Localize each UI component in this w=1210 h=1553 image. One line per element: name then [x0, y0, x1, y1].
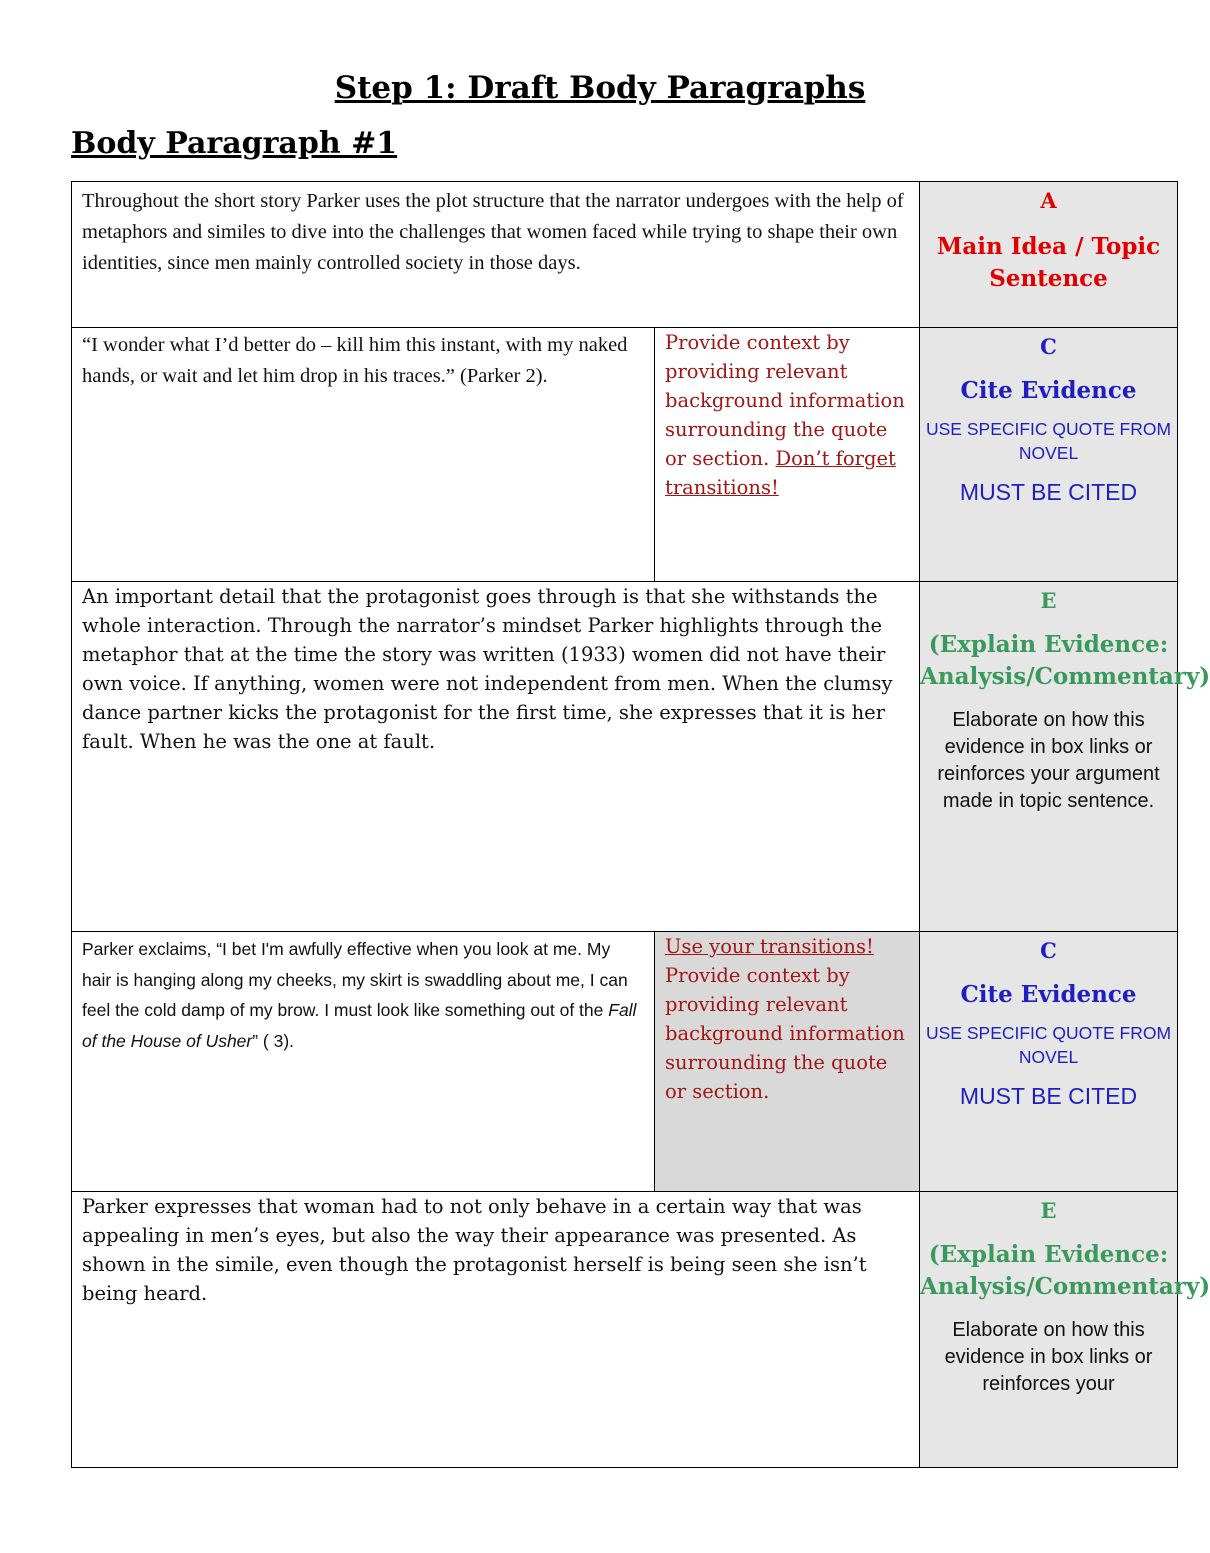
- topic-sentence-cell[interactable]: [72, 182, 920, 328]
- context-transition-1: Don’t forget transitions!: [665, 447, 896, 499]
- label-main-idea: [920, 182, 1178, 328]
- label-must-cite-1: MUST BE CITED: [959, 479, 1138, 505]
- context-cell-2: [655, 932, 920, 1192]
- label-heading-explain-1: (Explain Evidence: Analysis/Commentary): [920, 631, 1210, 690]
- evidence-quote-cell-2[interactable]: [72, 932, 655, 1192]
- label-cite-evidence-1: [920, 328, 1178, 582]
- label-must-cite-2: MUST BE CITED: [959, 1083, 1138, 1109]
- explain-row-2: [72, 1192, 1178, 1468]
- label-letter-e-1: E: [1040, 588, 1057, 613]
- context-cell-1: [655, 328, 920, 582]
- context-intro-1: Provide context by providing relevant background information surrounding the quote or section.: [665, 331, 905, 470]
- evidence-quote-cell-1[interactable]: [72, 328, 655, 582]
- label-letter-c-2: C: [1040, 938, 1057, 963]
- evidence-quote-text-1: “I wonder what I’d better do – kill him this instant, with my naked hands, or wait and let him drop in his traces.” (Parker 2).: [82, 334, 628, 387]
- explain-text-2: Parker expresses that woman had to not only behave in a certain way that was appealing in men’s eyes, but also the way their appearance was presented. As shown in the simile, even though the protagonist herself is being seen she isn’t being heard.: [82, 1195, 867, 1305]
- label-heading-cite-2: Cite Evidence: [960, 981, 1137, 1008]
- label-heading-cite-1: Cite Evidence: [960, 377, 1137, 404]
- label-letter-a: A: [1040, 188, 1057, 213]
- context-transition-2: Use your transitions!: [665, 935, 874, 958]
- topic-sentence-text: Throughout the short story Parker uses the plot structure that the narrator undergoes with the help of metaphors and similes to dive into the challenges that women faced while trying to shape their own identities, since men mainly controlled society in those days.: [82, 190, 904, 274]
- label-elaborate-2: Elaborate on how this evidence in box links or reinforces your: [944, 1319, 1153, 1395]
- topic-sentence-row: [72, 182, 1178, 328]
- evidence-row-2: [72, 932, 1178, 1192]
- label-heading-main-idea: Main Idea / Topic Sentence: [936, 233, 1161, 292]
- evidence-quote-text-2: Parker exclaims, “I bet I'm awfully effective when you look at me. My hair is hanging along my cheeks, my skirt is swaddling about me, I can feel the cold damp of my brow. I must look like something out of the Fall of the House of Usher” ( 3).: [82, 939, 637, 1051]
- label-elaborate-1: Elaborate on how this evidence in box links or reinforces your argument made in topic sentence.: [937, 709, 1160, 812]
- section-title: Body Paragraph #1: [71, 126, 398, 161]
- label-explain-2: [920, 1192, 1210, 1468]
- context-text-1: [655, 328, 919, 502]
- paragraph-organizer-table: [71, 181, 1210, 1468]
- explain-text-1: An important detail that the protagonist goes through is that she withstands the whole interaction. Through the narrator’s mindset Parker highlights through the metaphor that at the time the story was written (1933) women did not have their own voice. If anything, women were not independent from men. When the clumsy dance partner kicks the protagonist for the first time, she expresses that it is her fault. When he was the one at fault.: [82, 585, 893, 753]
- evidence-row-1: [72, 328, 1178, 582]
- label-heading-explain-2: (Explain Evidence: Analysis/Commentary): [920, 1241, 1210, 1300]
- label-cite-evidence-2: [920, 932, 1178, 1192]
- label-instruction-1: USE SPECIFIC QUOTE FROM NOVEL: [926, 419, 1172, 463]
- label-letter-c-1: C: [1040, 334, 1057, 359]
- label-letter-e-2: E: [1040, 1198, 1057, 1223]
- page-title: Step 1: Draft Body Paragraphs: [334, 70, 866, 106]
- label-instruction-2: USE SPECIFIC QUOTE FROM NOVEL: [926, 1023, 1172, 1067]
- label-explain-1: [920, 582, 1210, 932]
- explain-cell-2[interactable]: [72, 1192, 920, 1468]
- explain-cell-1[interactable]: [72, 582, 920, 932]
- explain-row-1: [72, 582, 1178, 932]
- context-text-2: [655, 932, 919, 1106]
- context-intro-2: Provide context by providing relevant background information surrounding the quote or section.: [665, 964, 905, 1103]
